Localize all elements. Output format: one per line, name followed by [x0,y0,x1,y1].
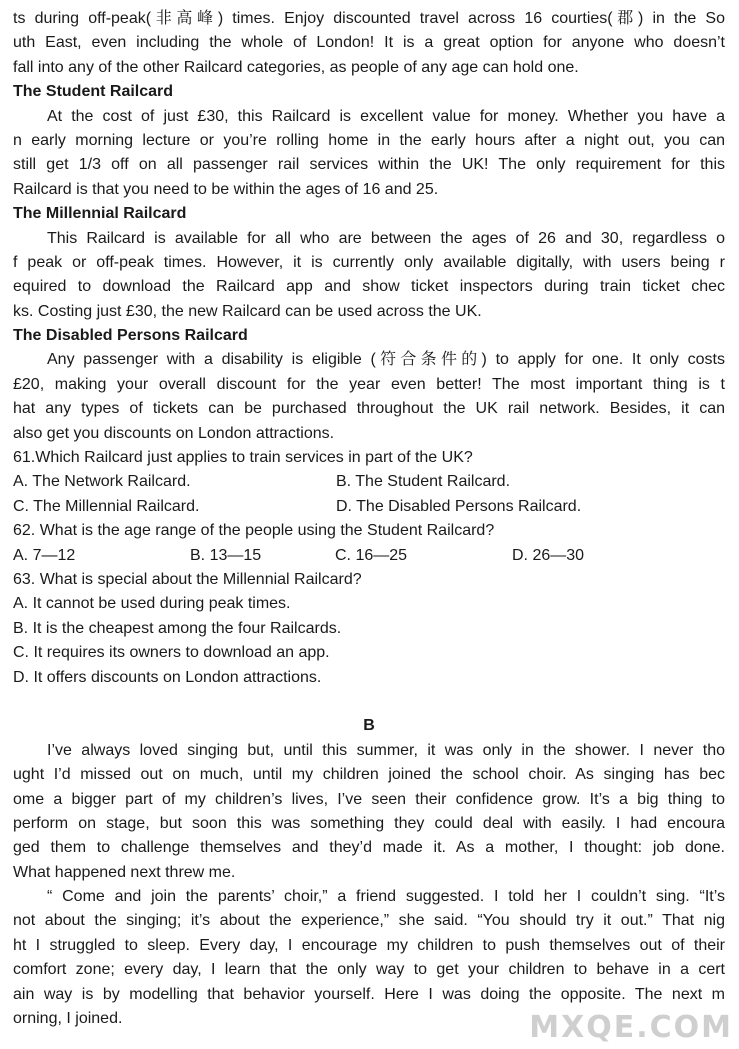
passage-b-p2-line-4: comfort zone; every day, I learn that the only way to get your children to behave in a cert [13,961,725,979]
question-62-options [13,544,725,568]
passage-a-p1-line-3: fall into any of the other Railcard categories, as people of any age can hold one. [13,58,579,76]
q62-option-a[interactable]: A. 7—12 [13,546,76,564]
passage-b-p2-line-3: ht I struggled to sleep. Every day, I encourage my children to push themselves out of their [13,936,725,954]
passage-b-label: B [363,717,375,735]
q61-option-a[interactable]: A. The Network Railcard. [13,473,191,491]
passage-b-p2-line-6: orning, I joined. [13,1010,123,1028]
disabled-p-line-1: Any passenger with a disability is eligible (符合条件的) to apply for one. It only costs [47,351,725,369]
question-61-options-row-1 [13,470,725,494]
question-61: 61.Which Railcard just applies to train services in part of the UK? [13,449,473,467]
passage-b-p1-line-4: perform on stage, but soon this was something they could deal with easily. I had encoura [13,814,725,832]
student-p-line-2: n early morning lecture or you’re rolling home in the early hours after a night out, you can [13,131,725,149]
q63-option-c[interactable]: C. It requires its owners to download an app. [13,644,330,662]
passage-b-p1-line-6: What happened next threw me. [13,863,236,881]
passage-b-p1-line-3: ome a bigger part of my children’s lives, I’ve seen their confidence grow. It’s a big thing to [13,790,725,808]
passage-b-p1-line-1: I’ve always loved singing but, until this summer, it was only in the shower. I never tho [47,741,725,759]
heading-disabled-railcard: The Disabled Persons Railcard [13,327,248,345]
q63-option-d[interactable]: D. It offers discounts on London attractions. [13,668,322,686]
q61-option-c[interactable]: C. The Millennial Railcard. [13,497,200,515]
question-63: 63. What is special about the Millennial Railcard? [13,570,362,588]
question-61-options-row-2 [13,495,725,519]
student-p-line-1: At the cost of just £30, this Railcard is excellent value for money. Whether you have a [47,107,725,125]
heading-student-railcard: The Student Railcard [13,83,174,101]
disabled-p-line-3: hat any types of tickets can be purchased throughout the UK rail network. Besides, it can [13,400,725,418]
passage-b-p2-line-1: “ Come and join the parents’ choir,” a friend suggested. I told her I couldn’t sing. “It’s [47,888,725,906]
q61-option-d[interactable]: D. The Disabled Persons Railcard. [336,497,582,515]
passage-b-p1-line-2: ught I’d missed out on much, until my children joined the school choir. As singing has bec [13,766,725,784]
q62-option-d[interactable]: D. 26—30 [512,546,585,564]
millennial-p-line-4: ks. Costing just £30, the new Railcard can be used across the UK. [13,302,482,320]
q63-option-b[interactable]: B. It is the cheapest among the four Railcards. [13,619,342,637]
question-62: 62. What is the age range of the people using the Student Railcard? [13,522,495,540]
passage-a-p1-line-1: ts during off-peak(非高峰) times. Enjoy discounted travel across 16 courties(郡) in the So [13,10,725,27]
heading-millennial-railcard: The Millennial Railcard [13,205,187,223]
spacer [13,690,725,714]
watermark-logo: MXQE.COM [529,1010,733,1045]
q62-option-c[interactable]: C. 16—25 [335,546,408,564]
document-page [13,7,725,1031]
passage-b-p2-line-5: ain way is by modelling that behavior yourself. Here I was doing the opposite. The next m [13,985,725,1003]
millennial-p-line-3: equired to download the Railcard app and show ticket inspectors during train ticket chec [13,278,725,296]
passage-a-p1-line-2: uth East, even including the whole of London! It is a great option for anyone who doesn’t [13,34,725,52]
q62-option-b[interactable]: B. 13—15 [190,546,262,564]
passage-b-p1-line-5: ged them to challenge themselves and they’d made it. As a mother, I thought: job done. [13,839,725,857]
passage-b-p2-line-2: not about the singing; it’s about the experience,” she said. “You should try it out.” That nig [13,912,725,930]
student-p-line-3: still get 1/3 off on all passenger rail services within the UK! The only requirement for this [13,156,725,174]
millennial-p-line-1: This Railcard is available for all who are between the ages of 26 and 30, regardless o [47,229,725,247]
millennial-p-line-2: f peak or off-peak times. However, it is currently only available digitally, with users being r [13,253,725,271]
disabled-p-line-4: also get you discounts on London attractions. [13,424,335,442]
student-p-line-4: Railcard is that you need to be within the ages of 16 and 25. [13,180,439,198]
q63-option-a[interactable]: A. It cannot be used during peak times. [13,595,291,613]
disabled-p-line-2: £20, making your overall discount for the year even better! The most important thing is t [13,375,725,393]
q61-option-b[interactable]: B. The Student Railcard. [336,473,511,491]
